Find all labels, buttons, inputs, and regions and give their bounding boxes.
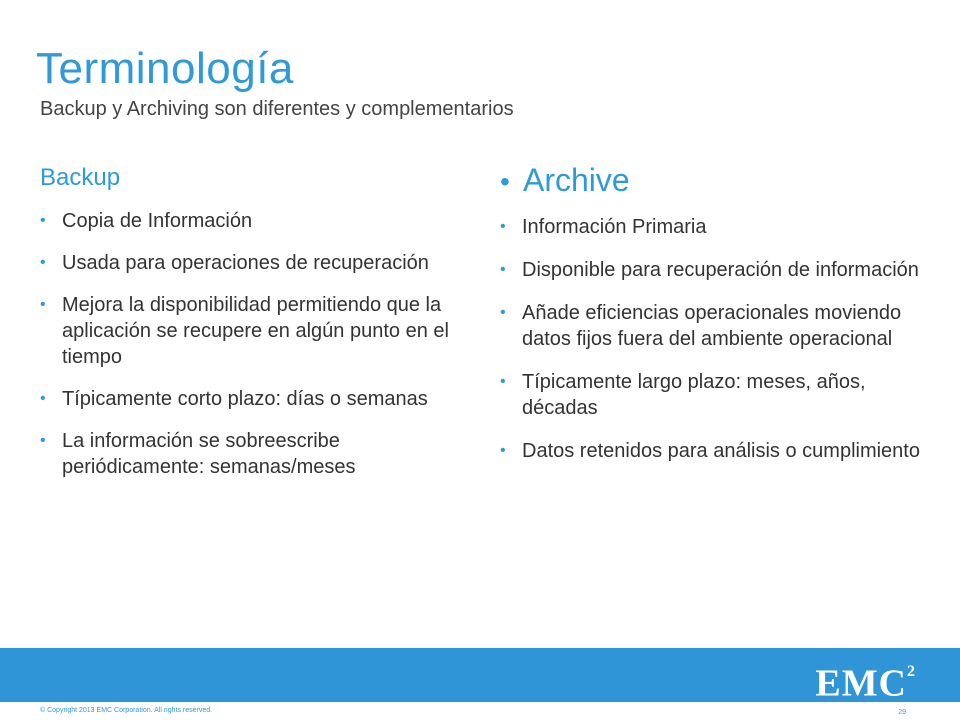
- bullet-icon: •: [40, 390, 46, 407]
- emc-logo: EMC$^2$: [815, 662, 916, 705]
- list-item: • Típicamente largo plazo: meses, años, décadas: [500, 371, 866, 419]
- bullet-icon: •: [40, 254, 46, 271]
- archive-list: [500, 214, 920, 464]
- list-item: • La información se sobreescribe periódicamente: semanas/meses: [40, 430, 356, 478]
- list-item: • Añade eficiencias operacionales moviendo datos fijos fuera del ambiente operacional: [500, 302, 902, 350]
- copyright-text: © Copyright 2013 EMC Corporation. All rights reserved.: [40, 707, 213, 714]
- archive-column: [500, 160, 920, 481]
- bullet-icon: •: [500, 304, 506, 321]
- archive-heading-row: [500, 162, 920, 202]
- list-item: • Información Primaria: [500, 216, 707, 238]
- archive-heading: Archive: [523, 162, 630, 198]
- bullet-icon: •: [500, 373, 506, 390]
- bullet-icon: •: [500, 442, 506, 459]
- list-item: • Típicamente corto plazo: días o semanas: [40, 388, 428, 410]
- backup-list: [40, 208, 470, 480]
- slide-subtitle: Backup y Archiving son diferentes y complementarios: [40, 98, 514, 120]
- backup-heading: Backup: [40, 164, 121, 191]
- list-item: • Datos retenidos para análisis o cumplimiento: [500, 440, 920, 462]
- bullet-icon: •: [500, 166, 510, 197]
- backup-column: [40, 160, 470, 496]
- bullet-icon: •: [40, 432, 46, 449]
- list-item: • Disponible para recuperación de información: [500, 259, 919, 281]
- page-number: 29: [898, 709, 906, 716]
- list-item: • Copia de Información: [40, 210, 253, 232]
- footer-bar: [0, 648, 960, 705]
- bullet-icon: •: [40, 212, 46, 229]
- bullet-icon: •: [500, 261, 506, 278]
- list-item: • Mejora la disponibilidad permitiendo que la aplicación se recupere en algún punto en el tiempo: [40, 294, 449, 368]
- slide-title: Terminología: [36, 44, 294, 93]
- bullet-icon: •: [40, 296, 46, 313]
- list-item: • Usada para operaciones de recuperación: [40, 252, 429, 274]
- bullet-icon: •: [500, 218, 506, 235]
